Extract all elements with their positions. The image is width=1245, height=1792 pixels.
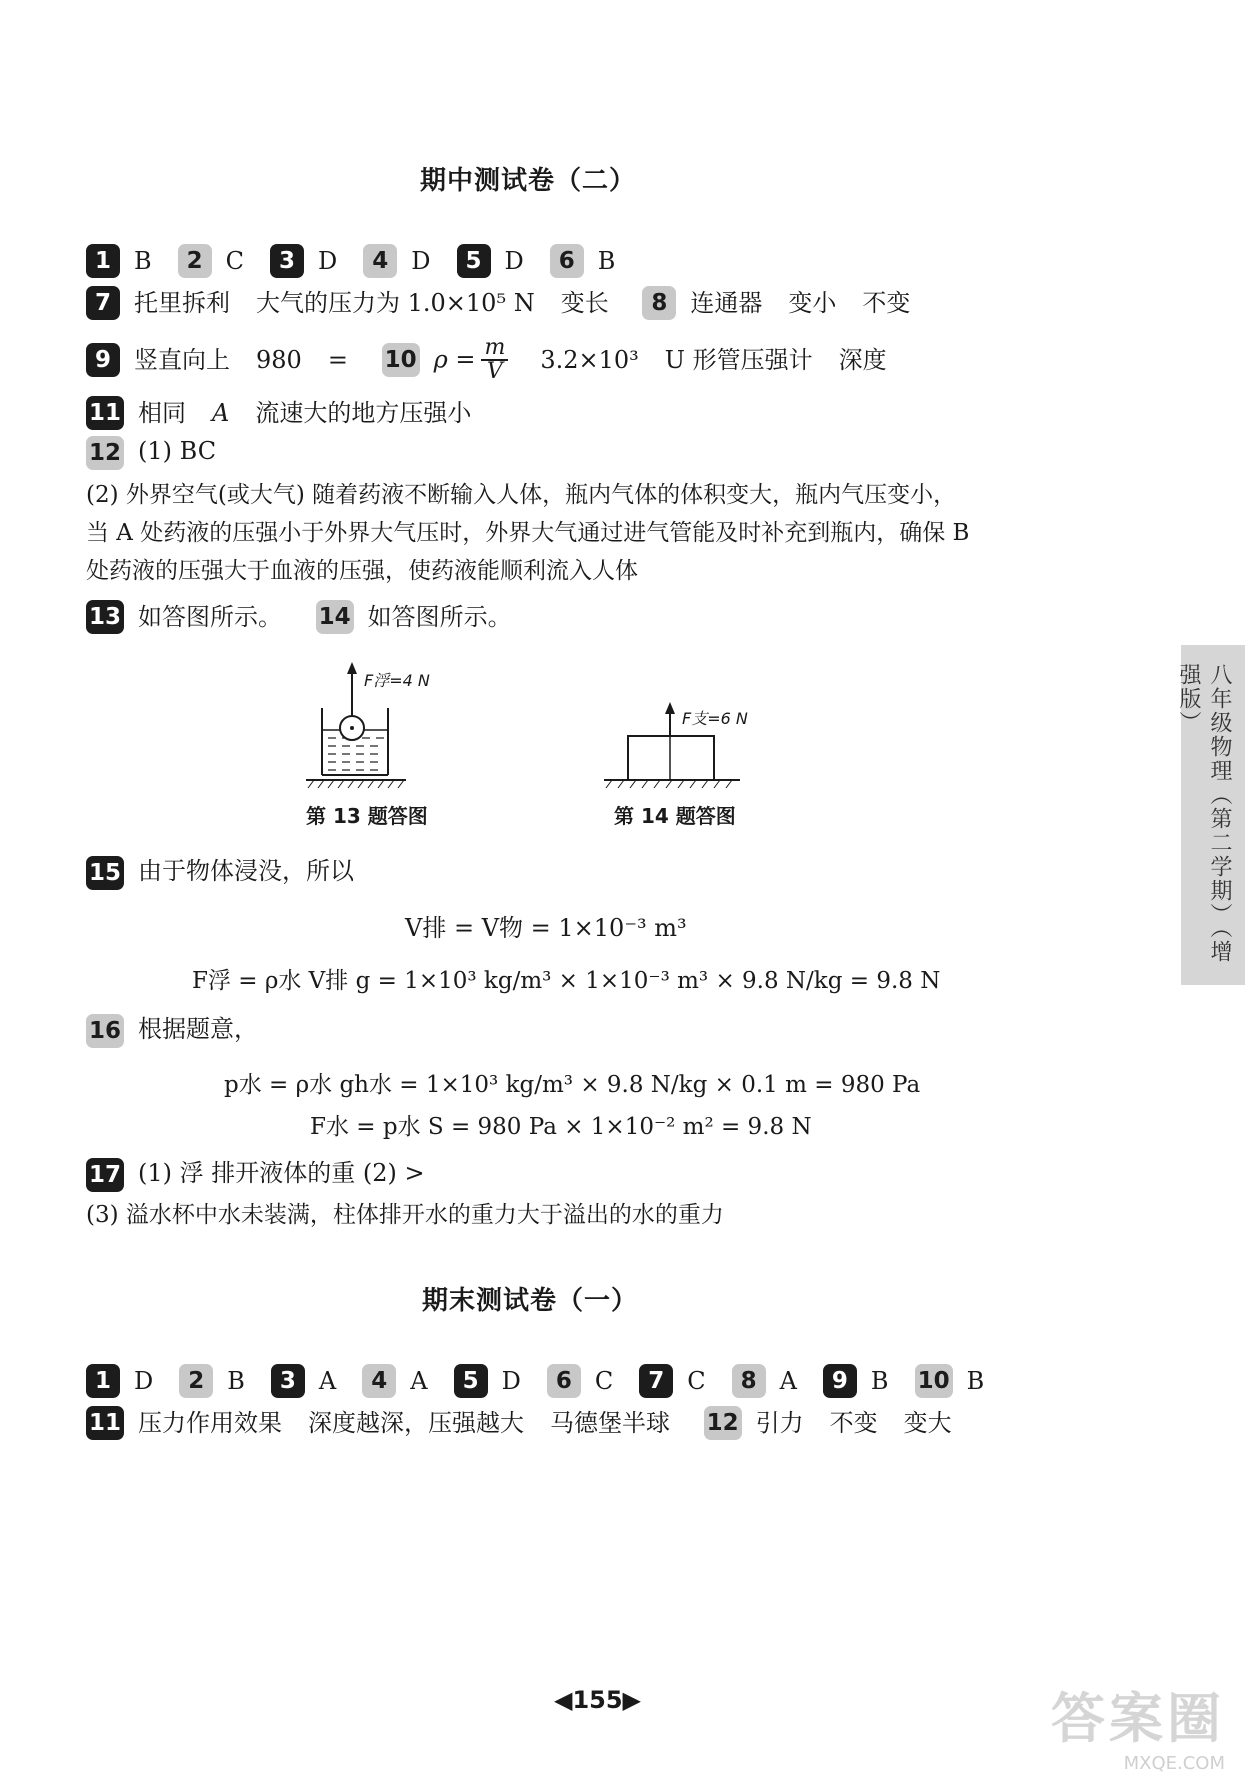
final-q11-answer: 深度越深，压强越大: [308, 1408, 525, 1437]
mc2-answer-1: D: [134, 1366, 154, 1395]
mc1-badge-6: 6: [550, 244, 584, 278]
q10-answer: 3.2×10³: [540, 345, 639, 374]
q11-answer: 流速大的地方压强小: [255, 398, 472, 427]
watermark-url: MXQE.COM: [1123, 1753, 1225, 1774]
q16-text: 根据题意，: [138, 1015, 259, 1043]
final-q11-answer: 压力作用效果: [138, 1408, 283, 1437]
q10-badge: 10: [382, 343, 420, 377]
q9-q10-row: [86, 336, 913, 383]
ground-hatch: [606, 780, 732, 788]
q14-badge: 14: [316, 600, 354, 634]
q10-fraction: [481, 334, 508, 384]
mc2-badge-1: 1: [86, 1364, 120, 1398]
mc2-answer-3: A: [318, 1366, 337, 1395]
q11-answer: A: [212, 398, 230, 427]
q13-q14-row: [86, 598, 538, 634]
mc2-badge-3: 3: [271, 1364, 305, 1398]
mc2-badge-10: 10: [915, 1364, 953, 1398]
q9-badge: 9: [86, 343, 120, 377]
q12-row: [86, 434, 216, 470]
ground-hatch: [308, 780, 404, 788]
mc1-answer-2: C: [225, 246, 245, 275]
mc2-answer-5: D: [501, 1366, 521, 1395]
q14-answer: 如答图所示。: [367, 602, 512, 631]
q12-part2-line2: 当 A 处药液的压强小于外界大气压时，外界大气通过进气管能及时补充到瓶内，确保 B: [86, 520, 970, 546]
section-title-final: 期末测试卷（一）: [422, 1286, 639, 1316]
mc1-badge-2: 2: [178, 244, 212, 278]
final-q12-answer: 引力: [755, 1408, 804, 1437]
q11-row: [86, 394, 497, 430]
mc2-answer-9: B: [870, 1366, 889, 1395]
final-q12-answer: 变大: [903, 1408, 952, 1437]
q7-answer: 大气的压力为 1.0×10⁵ N: [256, 288, 535, 317]
final-q11-badge: 11: [86, 1406, 124, 1440]
q13-badge: 13: [86, 600, 124, 634]
figure-14-caption: 第 14 题答图: [614, 804, 736, 828]
mc2-badge-2: 2: [179, 1364, 213, 1398]
q7-q8-row: [86, 284, 936, 320]
final-q12-badge: 12: [704, 1406, 742, 1440]
q16-formula-2: F水 = p水 S = 980 Pa × 1×10⁻² m² = 9.8 N: [310, 1114, 812, 1140]
mc2-badge-7: 7: [639, 1364, 673, 1398]
mc1-badge-4: 4: [363, 244, 397, 278]
q10-answer: U 形管压强计: [664, 345, 813, 374]
q7-answer: 变长: [560, 288, 609, 317]
q11-badge: 11: [86, 396, 124, 430]
mc2-answer-10: B: [966, 1366, 985, 1395]
mc2-badge-9: 9: [823, 1364, 857, 1398]
q9-answer: =: [327, 345, 348, 374]
q11-answer: 相同: [138, 398, 187, 427]
mc-answers-row: [86, 242, 641, 278]
mc-answers-row-final: [86, 1362, 1010, 1398]
q8-answer: 不变: [862, 288, 911, 317]
q10-answer: 深度: [838, 345, 887, 374]
mc1-answer-5: D: [504, 246, 524, 275]
q13-answer: 如答图所示。: [138, 602, 283, 631]
q16-row: [86, 1012, 258, 1048]
q7-answer: 托里拆利: [134, 288, 230, 317]
figure-14-force-label: F支=6 N: [682, 709, 748, 728]
mc2-answer-2: B: [227, 1366, 245, 1395]
mc1-badge-1: 1: [86, 244, 120, 278]
q7-badge: 7: [86, 286, 120, 320]
q9-answer: 980: [256, 345, 302, 374]
q8-badge: 8: [642, 286, 676, 320]
section-title-midterm: 期中测试卷（二）: [420, 166, 637, 196]
mc1-answer-6: B: [597, 246, 616, 275]
q17-line2: (3) 溢水杯中水未装满，柱体排开水的重力大于溢出的水的重力: [86, 1202, 724, 1228]
q15-text: 由于物体浸没，所以: [138, 857, 355, 885]
q8-answer: 连通器: [690, 288, 763, 317]
watermark: [1051, 1676, 1225, 1774]
mc2-badge-4: 4: [362, 1364, 396, 1398]
arrow-head: [347, 662, 357, 674]
q12-part2-line1: (2) 外界空气(或大气) 随着药液不断输入人体，瓶内气体的体积变大，瓶内气压变小，: [86, 482, 957, 508]
water-dashes: [328, 738, 384, 770]
mc2-answer-8: A: [779, 1366, 797, 1395]
block: [628, 736, 714, 780]
final-q11-q12-row: [86, 1404, 978, 1440]
q16-formula-1: p水 = ρ水 gh水 = 1×10³ kg/m³ × 9.8 N/kg × 0.1 m = 980 Pa: [224, 1072, 921, 1098]
q12-part1: (1) BC: [138, 437, 217, 465]
mc1-answer-1: B: [134, 246, 152, 275]
q12-part2-line3: 处药液的压强大于血液的压强，使药液能顺利流入人体: [86, 558, 638, 584]
figure-13-caption: 第 13 题答图: [306, 804, 428, 828]
q15-row: [86, 854, 354, 890]
side-tab-text: 八年级物理（第二学期）（增强版）: [1176, 663, 1232, 964]
mc2-badge-5: 5: [454, 1364, 488, 1398]
mc2-badge-6: 6: [547, 1364, 581, 1398]
q10-rho: ρ =: [433, 345, 476, 374]
q9-answer: 竖直向上: [134, 345, 230, 374]
side-tab: [1176, 645, 1245, 985]
figure-14-diagram: [600, 690, 750, 790]
q15-badge: 15: [86, 856, 124, 890]
mc1-badge-5: 5: [457, 244, 491, 278]
fraction-numerator: m: [481, 337, 508, 361]
page-number: ◀155▶: [554, 1686, 642, 1714]
q17-row: [86, 1156, 425, 1192]
mc2-answer-4: A: [410, 1366, 428, 1395]
q17-badge: 17: [86, 1158, 124, 1192]
final-q12-answer: 不变: [829, 1408, 878, 1437]
mc2-answer-6: C: [594, 1366, 614, 1395]
fraction-denominator: V: [486, 358, 503, 384]
mc1-answer-4: D: [411, 246, 431, 275]
arrow-head: [665, 702, 675, 714]
mc1-answer-3: D: [318, 246, 338, 275]
watermark-logo-text: 答案圈: [1051, 1687, 1225, 1750]
figure-13-force-label: F浮=4 N: [364, 671, 430, 690]
q16-badge: 16: [86, 1014, 124, 1048]
ball-center-dot: [350, 726, 354, 730]
mc2-badge-8: 8: [732, 1364, 766, 1398]
q15-formula-1: V排 = V物 = 1×10⁻³ m³: [405, 914, 687, 942]
q8-answer: 变小: [788, 288, 837, 317]
q17-line1: (1) 浮 排开液体的重 (2) >: [138, 1159, 425, 1187]
mc2-answer-7: C: [687, 1366, 706, 1395]
final-q11-answer: 马德堡半球: [550, 1408, 671, 1437]
q15-formula-2: F浮 = ρ水 V排 g = 1×10³ kg/m³ × 1×10⁻³ m³ × 9.8 N/kg = 9.8 N: [192, 968, 941, 994]
q12-badge: 12: [86, 436, 124, 470]
mc1-badge-3: 3: [270, 244, 304, 278]
